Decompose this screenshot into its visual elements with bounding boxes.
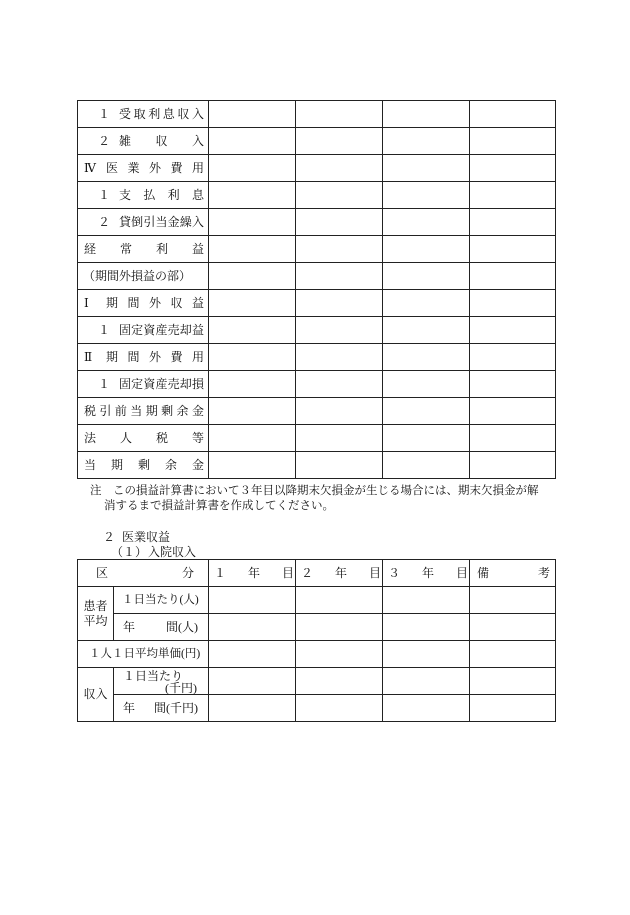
value-cell	[296, 425, 383, 452]
value-cell	[296, 128, 383, 155]
value-cell	[209, 344, 296, 371]
label-part: 業	[127, 161, 140, 175]
value-cell	[209, 263, 296, 290]
label-part: 取	[133, 107, 146, 121]
label-part: 資	[143, 377, 156, 391]
value-cell-year1	[209, 668, 296, 695]
value-cell	[209, 155, 296, 182]
label-part: 年	[421, 566, 434, 580]
value-cell	[470, 317, 556, 344]
row-title: １日当たり(人)	[122, 594, 199, 606]
value-cell	[209, 452, 296, 479]
value-cell-year2	[296, 641, 383, 668]
value-cell-year3	[383, 614, 470, 641]
value-cell	[296, 155, 383, 182]
value-cell	[383, 452, 470, 479]
label-part: 人	[119, 431, 132, 445]
label-part: 益	[191, 242, 204, 256]
value-cell	[296, 101, 383, 128]
value-cell-year3	[383, 695, 470, 722]
value-cell	[209, 425, 296, 452]
value-cell	[209, 101, 296, 128]
row-title	[106, 344, 204, 370]
label-part: 払	[143, 188, 156, 202]
label-part: 却	[179, 377, 192, 391]
value-cell	[296, 371, 383, 398]
label-part: 収	[170, 296, 183, 310]
row-number: Ⅰ	[84, 296, 89, 310]
header-remarks-label	[477, 560, 550, 586]
label-part: 年	[334, 566, 347, 580]
value-cell	[470, 155, 556, 182]
header-year1-label	[214, 560, 294, 586]
label-part: １	[214, 566, 227, 580]
label-interest-paid	[78, 182, 209, 209]
label-part: ３	[388, 566, 401, 580]
label-part: 支	[119, 188, 132, 202]
value-cell	[383, 236, 470, 263]
label-part: 定	[131, 323, 144, 337]
value-cell	[296, 209, 383, 236]
label-part: 間	[127, 296, 140, 310]
label-part: 常	[119, 242, 132, 256]
label-part: 期	[145, 404, 158, 418]
label-part: 固	[119, 377, 132, 391]
label-pretax-surplus	[78, 398, 209, 425]
value-cell	[383, 290, 470, 317]
label-part: 金	[191, 404, 204, 418]
row-number: １	[98, 377, 111, 391]
label-part: 受	[119, 107, 132, 121]
row-title	[119, 101, 204, 127]
group-label: 収入	[83, 687, 108, 701]
label-daily-unit-price	[78, 641, 209, 668]
header-year3-label	[388, 560, 468, 586]
label-extraordinary-heading	[78, 263, 209, 290]
value-cell-year2	[296, 614, 383, 641]
label-part: 税	[84, 404, 97, 418]
label-part: 倒	[131, 215, 144, 229]
label-non-operating-expenses	[78, 155, 209, 182]
value-cell	[470, 452, 556, 479]
value-cell-year3	[383, 641, 470, 668]
label-part: 益	[191, 296, 204, 310]
label-part: 金	[167, 215, 180, 229]
label-part: 剰	[137, 458, 150, 472]
value-cell	[209, 209, 296, 236]
value-cell	[470, 101, 556, 128]
label-part: 等	[191, 431, 204, 445]
row-title-unit: (千円)	[165, 681, 197, 695]
label-part: 間(人)	[166, 620, 198, 634]
value-cell-year2	[296, 587, 383, 614]
header-category-label	[96, 560, 194, 586]
label-part: 用	[191, 161, 204, 175]
label-part: 固	[119, 323, 132, 337]
value-cell-remarks	[470, 668, 556, 695]
value-cell	[209, 398, 296, 425]
label-part: 繰	[179, 215, 192, 229]
value-cell-year1	[209, 614, 296, 641]
label-part: 利	[155, 242, 168, 256]
row-title	[123, 614, 198, 640]
label-part: 金	[191, 458, 204, 472]
label-part: 剰	[161, 404, 174, 418]
label-part: 損	[191, 377, 204, 391]
row-number: ２	[98, 134, 111, 148]
label-part: 目	[281, 566, 294, 580]
value-cell-remarks	[470, 587, 556, 614]
value-cell	[383, 209, 470, 236]
value-cell	[470, 128, 556, 155]
row-title	[119, 317, 204, 343]
label-bad-debt-provision	[78, 209, 209, 236]
label-part: 間	[127, 350, 140, 364]
label-misc-income	[78, 128, 209, 155]
label-part: 区	[96, 566, 109, 580]
label-part: ２	[301, 566, 314, 580]
label-corporate-tax	[78, 425, 209, 452]
value-cell	[209, 128, 296, 155]
header-year2	[296, 560, 383, 587]
value-cell	[383, 398, 470, 425]
label-part: 余	[164, 458, 177, 472]
header-remarks	[470, 560, 556, 587]
label-part: 売	[167, 377, 180, 391]
label-extraordinary-expenses	[78, 344, 209, 371]
row-title	[84, 425, 204, 451]
label-part: 引	[143, 215, 156, 229]
label-part: 収	[155, 134, 168, 148]
value-cell	[209, 371, 296, 398]
value-cell	[296, 263, 383, 290]
label-part: 息	[191, 188, 204, 202]
value-cell	[296, 452, 383, 479]
value-cell	[296, 236, 383, 263]
label-part: 年	[123, 701, 136, 715]
value-cell-year2	[296, 668, 383, 695]
value-cell	[296, 290, 383, 317]
value-cell	[383, 128, 470, 155]
label-part: 費	[170, 161, 183, 175]
label-part: 引	[99, 404, 112, 418]
label-part: 目	[368, 566, 381, 580]
value-cell	[296, 182, 383, 209]
value-cell	[470, 182, 556, 209]
row-title	[84, 236, 204, 262]
label-part: 当	[155, 215, 168, 229]
value-cell	[383, 344, 470, 371]
label-part: 備	[477, 566, 490, 580]
row-title-line1: １日当たり	[123, 669, 184, 683]
label-part: 定	[131, 377, 144, 391]
row-title	[119, 182, 204, 208]
value-cell	[383, 317, 470, 344]
label-part: 売	[167, 323, 180, 337]
label-ordinary-surplus	[78, 236, 209, 263]
row-number: １	[98, 107, 111, 121]
label-part: 期	[106, 296, 119, 310]
value-cell	[470, 209, 556, 236]
subsection-title: 入院収入	[148, 545, 197, 559]
label-part: 目	[455, 566, 468, 580]
value-cell	[296, 344, 383, 371]
header-year3	[383, 560, 470, 587]
label-part: 産	[155, 377, 168, 391]
value-cell	[383, 155, 470, 182]
label-part: 法	[84, 431, 97, 445]
note-text-line2: 消するまで損益計算書を作成してください。	[104, 500, 334, 512]
label-patients-per-day	[114, 587, 209, 614]
value-cell	[296, 317, 383, 344]
note-mark: 注	[90, 485, 102, 497]
label-part: 入	[191, 107, 204, 121]
row-title	[119, 209, 204, 235]
inpatient-income-table	[77, 559, 556, 722]
label-part: 利	[148, 107, 161, 121]
label-part: 経	[84, 242, 97, 256]
section-title: 医業収益	[122, 530, 171, 544]
label-part: 当	[84, 458, 97, 472]
section-number: ２	[103, 530, 116, 544]
group-label-line1: 患者	[83, 598, 108, 613]
row-title: １人１日平均単価(円)	[89, 648, 201, 660]
label-part: 期	[106, 350, 119, 364]
value-cell	[383, 182, 470, 209]
label-part: 外	[148, 161, 161, 175]
value-cell	[383, 371, 470, 398]
label-part: 年	[247, 566, 260, 580]
row-title	[119, 371, 204, 397]
label-part: 収	[177, 107, 190, 121]
value-cell	[383, 101, 470, 128]
label-part: 医	[106, 161, 119, 175]
header-year1	[209, 560, 296, 587]
value-cell	[209, 236, 296, 263]
value-cell-year1	[209, 641, 296, 668]
row-title: （期間外損益の部）	[83, 269, 192, 283]
row-title	[106, 155, 204, 181]
value-cell-remarks	[470, 614, 556, 641]
label-part: 雑	[119, 134, 132, 148]
income-group	[78, 668, 114, 722]
label-part: 余	[176, 404, 189, 418]
value-cell	[296, 398, 383, 425]
label-part: 年	[123, 620, 136, 634]
label-part: 産	[155, 323, 168, 337]
label-part: 資	[143, 323, 156, 337]
value-cell-year3	[383, 587, 470, 614]
value-cell-year2	[296, 695, 383, 722]
label-net-surplus	[78, 452, 209, 479]
label-part: 費	[170, 350, 183, 364]
value-cell	[470, 236, 556, 263]
label-part: 益	[191, 323, 204, 337]
label-income-per-year	[114, 695, 209, 722]
row-title	[84, 398, 204, 424]
row-number: ２	[98, 215, 111, 229]
label-interest-received	[78, 101, 209, 128]
label-part: 税	[155, 431, 168, 445]
value-cell-year3	[383, 668, 470, 695]
row-title	[123, 695, 198, 721]
row-title	[119, 128, 204, 154]
value-cell	[383, 425, 470, 452]
label-part: 外	[148, 296, 161, 310]
row-title	[84, 452, 204, 478]
label-part: 外	[148, 350, 161, 364]
label-part: 分	[181, 566, 194, 580]
value-cell	[383, 263, 470, 290]
label-part: 入	[191, 215, 204, 229]
value-cell-year1	[209, 587, 296, 614]
note-text-line1: この損益計算書において３年目以降期末欠損金が生じる場合には、期末欠損金が解	[113, 485, 539, 497]
label-part: 考	[537, 566, 550, 580]
row-number: Ⅳ	[84, 161, 96, 175]
value-cell	[470, 290, 556, 317]
row-number: １	[98, 323, 111, 337]
label-part: 入	[191, 134, 204, 148]
label-part: 利	[167, 188, 180, 202]
value-cell	[470, 398, 556, 425]
row-title	[106, 290, 204, 316]
header-category	[78, 560, 209, 587]
label-part: 当	[130, 404, 143, 418]
label-part: 間(千円)	[154, 701, 198, 715]
header-year2-label	[301, 560, 381, 586]
income-statement-table	[77, 100, 556, 479]
value-cell-year1	[209, 695, 296, 722]
label-part: 息	[162, 107, 175, 121]
value-cell	[470, 344, 556, 371]
row-number: Ⅱ	[84, 350, 93, 364]
value-cell	[470, 371, 556, 398]
label-extraordinary-income	[78, 290, 209, 317]
label-gain-on-asset-sale	[78, 317, 209, 344]
value-cell	[209, 182, 296, 209]
value-cell	[470, 425, 556, 452]
value-cell-remarks	[470, 695, 556, 722]
label-part: 期	[110, 458, 123, 472]
row-number: １	[98, 188, 111, 202]
value-cell	[209, 317, 296, 344]
label-part: 前	[114, 404, 127, 418]
label-part: 貸	[119, 215, 132, 229]
subsection-number: （１）	[111, 545, 148, 559]
label-loss-on-asset-sale	[78, 371, 209, 398]
label-patients-per-year	[114, 614, 209, 641]
label-income-per-day	[114, 668, 209, 695]
group-label-line2: 平均	[83, 613, 108, 628]
label-part: 用	[191, 350, 204, 364]
value-cell-remarks	[470, 641, 556, 668]
patient-average-group	[78, 587, 114, 641]
value-cell	[470, 263, 556, 290]
label-part: 却	[179, 323, 192, 337]
value-cell	[209, 290, 296, 317]
